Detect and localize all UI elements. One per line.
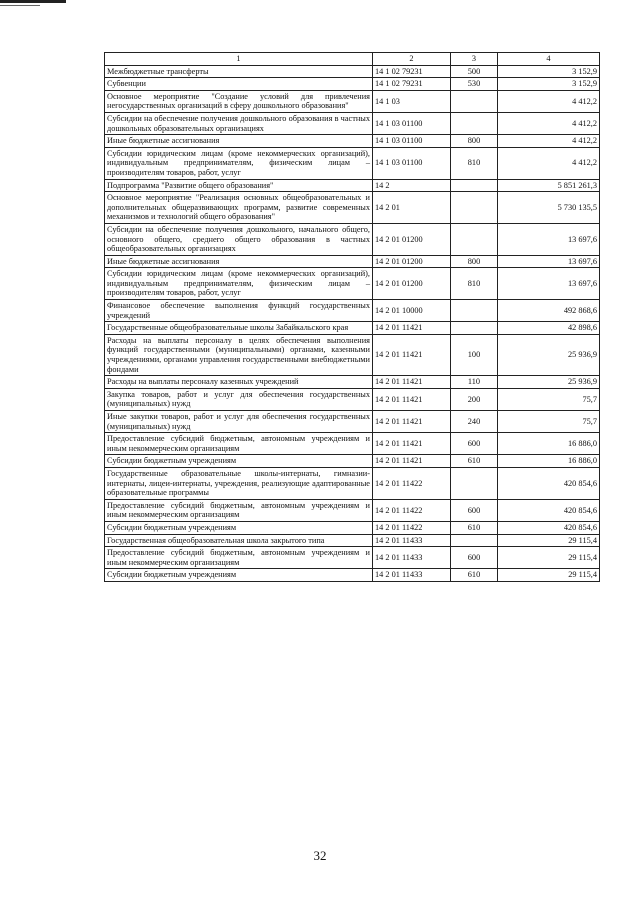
row-amount: 29 115,4 <box>498 534 600 547</box>
row-name: Иные бюджетные ассигнования <box>105 135 373 148</box>
table-row <box>105 455 600 468</box>
row-expense-type: 500 <box>451 65 498 78</box>
table-row <box>105 268 600 300</box>
row-amount: 5 851 261,3 <box>498 179 600 192</box>
row-amount: 4 412,2 <box>498 90 600 112</box>
row-name: Финансовое обеспечение выполнения функций государственных учреждений <box>105 300 373 322</box>
row-expense-type <box>451 179 498 192</box>
row-amount: 29 115,4 <box>498 569 600 582</box>
row-code: 14 2 01 11421 <box>373 376 451 389</box>
table-row <box>105 521 600 534</box>
row-code: 14 2 01 11422 <box>373 499 451 521</box>
row-amount: 3 152,9 <box>498 78 600 91</box>
header-row <box>105 53 600 66</box>
row-name: Субсидии юридическим лицам (кроме некоммерческих организаций), индивидуальным предпринимателям, физическим лицам – производителям товаров, работ, услуг <box>105 147 373 179</box>
row-code: 14 2 01 01200 <box>373 223 451 255</box>
row-name: Субсидии бюджетным учреждениям <box>105 521 373 534</box>
row-name: Предоставление субсидий бюджетным, автономным учреждениям и иным некоммерческим организациям <box>105 499 373 521</box>
table-row <box>105 388 600 410</box>
row-expense-type: 810 <box>451 147 498 179</box>
row-expense-type: 810 <box>451 268 498 300</box>
row-amount: 75,7 <box>498 411 600 433</box>
row-code: 14 2 01 01200 <box>373 268 451 300</box>
table-row <box>105 322 600 335</box>
table-row <box>105 467 600 499</box>
row-name: Межбюджетные трансферты <box>105 65 373 78</box>
row-code: 14 2 01 11421 <box>373 334 451 375</box>
row-expense-type <box>451 223 498 255</box>
row-code: 14 2 01 11433 <box>373 534 451 547</box>
row-code: 14 2 01 11422 <box>373 467 451 499</box>
row-amount: 4 412,2 <box>498 112 600 134</box>
row-expense-type <box>451 192 498 224</box>
row-amount: 3 152,9 <box>498 65 600 78</box>
table-header <box>105 53 600 66</box>
row-name: Расходы на выплаты персоналу в целях обеспечения выполнения функций государственными (муниципальными) органами, казенными учреждениями, органами управления государственными внебюджетными фондами <box>105 334 373 375</box>
table-row <box>105 179 600 192</box>
table-row <box>105 65 600 78</box>
table-row <box>105 135 600 148</box>
row-code: 14 1 03 01100 <box>373 147 451 179</box>
row-expense-type: 200 <box>451 388 498 410</box>
row-name: Субсидии на обеспечение получения дошкольного, начального общего, основного общего, среднего общего образования в частных общеобразовательных организациях <box>105 223 373 255</box>
row-code: 14 2 01 11433 <box>373 547 451 569</box>
row-amount: 13 697,6 <box>498 255 600 268</box>
table-row <box>105 192 600 224</box>
row-expense-type: 100 <box>451 334 498 375</box>
row-name: Иные закупки товаров, работ и услуг для обеспечения государственных (муниципальных) нужд <box>105 411 373 433</box>
row-code: 14 1 03 01100 <box>373 135 451 148</box>
table-row <box>105 534 600 547</box>
row-name: Субвенции <box>105 78 373 91</box>
table-row <box>105 147 600 179</box>
row-name: Основное мероприятие "Создание условий для привлечения негосударственных организаций в сферу дошкольного образования" <box>105 90 373 112</box>
row-name: Основное мероприятие "Реализация основных общеобразовательных и дополнительных общеразвивающих программ, развитие современных механизмов и технологий общего образования" <box>105 192 373 224</box>
row-expense-type: 800 <box>451 135 498 148</box>
table-row <box>105 223 600 255</box>
row-expense-type: 240 <box>451 411 498 433</box>
row-name: Субсидии юридическим лицам (кроме некоммерческих организаций), индивидуальным предпринимателям, физическим лицам – производителям товаров, работ, услуг <box>105 268 373 300</box>
column-header-name: 1 <box>105 53 373 66</box>
row-name: Субсидии на обеспечение получения дошкольного образования в частных дошкольных образовательных организациях <box>105 112 373 134</box>
row-amount: 4 412,2 <box>498 135 600 148</box>
row-expense-type <box>451 300 498 322</box>
table-row <box>105 499 600 521</box>
table-row <box>105 376 600 389</box>
row-code: 14 2 01 11421 <box>373 322 451 335</box>
row-name: Предоставление субсидий бюджетным, автономным учреждениям и иным некоммерческим организациям <box>105 433 373 455</box>
row-amount: 13 697,6 <box>498 268 600 300</box>
row-expense-type <box>451 534 498 547</box>
row-code: 14 2 01 10000 <box>373 300 451 322</box>
row-expense-type: 600 <box>451 499 498 521</box>
row-amount: 42 898,6 <box>498 322 600 335</box>
table-row <box>105 411 600 433</box>
table-row <box>105 90 600 112</box>
row-expense-type <box>451 322 498 335</box>
row-code: 14 2 <box>373 179 451 192</box>
row-name: Государственные общеобразовательные школы Забайкальского края <box>105 322 373 335</box>
row-expense-type <box>451 90 498 112</box>
budget-table <box>104 52 600 582</box>
row-amount: 13 697,6 <box>498 223 600 255</box>
row-amount: 4 412,2 <box>498 147 600 179</box>
row-name: Иные бюджетные ассигнования <box>105 255 373 268</box>
row-code: 14 2 01 11422 <box>373 521 451 534</box>
row-amount: 29 115,4 <box>498 547 600 569</box>
row-amount: 5 730 135,5 <box>498 192 600 224</box>
row-name: Субсидии бюджетным учреждениям <box>105 569 373 582</box>
row-expense-type: 800 <box>451 255 498 268</box>
row-code: 14 1 03 <box>373 90 451 112</box>
row-code: 14 1 02 79231 <box>373 65 451 78</box>
table-row <box>105 300 600 322</box>
row-expense-type <box>451 112 498 134</box>
row-amount: 25 936,9 <box>498 334 600 375</box>
scan-edge-mark-thin <box>0 5 40 6</box>
row-name: Подпрограмма "Развитие общего образования" <box>105 179 373 192</box>
row-expense-type: 110 <box>451 376 498 389</box>
row-amount: 420 854,6 <box>498 499 600 521</box>
row-code: 14 2 01 11421 <box>373 388 451 410</box>
table-row <box>105 112 600 134</box>
row-expense-type: 600 <box>451 547 498 569</box>
row-amount: 420 854,6 <box>498 521 600 534</box>
row-expense-type: 600 <box>451 433 498 455</box>
row-name: Закупка товаров, работ и услуг для обеспечения государственных (муниципальных) нужд <box>105 388 373 410</box>
row-name: Государственные образовательные школы-интернаты, гимназии-интернаты, лицеи-интернаты, учреждения, реализующие адаптированные образовательные программы <box>105 467 373 499</box>
row-code: 14 2 01 <box>373 192 451 224</box>
row-expense-type <box>451 467 498 499</box>
row-name: Предоставление субсидий бюджетным, автономным учреждениям и иным некоммерческим организациям <box>105 547 373 569</box>
row-amount: 420 854,6 <box>498 467 600 499</box>
row-code: 14 1 03 01100 <box>373 112 451 134</box>
table-row <box>105 334 600 375</box>
row-amount: 75,7 <box>498 388 600 410</box>
row-name: Расходы на выплаты персоналу казенных учреждений <box>105 376 373 389</box>
row-code: 14 2 01 11421 <box>373 455 451 468</box>
table-row <box>105 255 600 268</box>
row-name: Государственная общеобразовательная школа закрытого типа <box>105 534 373 547</box>
row-code: 14 2 01 11421 <box>373 411 451 433</box>
row-amount: 16 886,0 <box>498 433 600 455</box>
row-code: 14 2 01 11421 <box>373 433 451 455</box>
row-code: 14 2 01 01200 <box>373 255 451 268</box>
row-amount: 492 868,6 <box>498 300 600 322</box>
column-header-code: 2 <box>373 53 451 66</box>
table-row <box>105 569 600 582</box>
row-expense-type: 610 <box>451 455 498 468</box>
row-expense-type: 610 <box>451 521 498 534</box>
scan-edge-mark <box>0 0 66 3</box>
row-name: Субсидии бюджетным учреждениям <box>105 455 373 468</box>
table-row <box>105 433 600 455</box>
row-expense-type: 610 <box>451 569 498 582</box>
page-number: 32 <box>313 848 327 863</box>
row-amount: 25 936,9 <box>498 376 600 389</box>
row-code: 14 2 01 11433 <box>373 569 451 582</box>
row-expense-type: 530 <box>451 78 498 91</box>
table-row <box>105 547 600 569</box>
column-header-amount: 4 <box>498 53 600 66</box>
column-header-expense-type: 3 <box>451 53 498 66</box>
table-body <box>105 65 600 581</box>
row-amount: 16 886,0 <box>498 455 600 468</box>
row-code: 14 1 02 79231 <box>373 78 451 91</box>
table-row <box>105 78 600 91</box>
